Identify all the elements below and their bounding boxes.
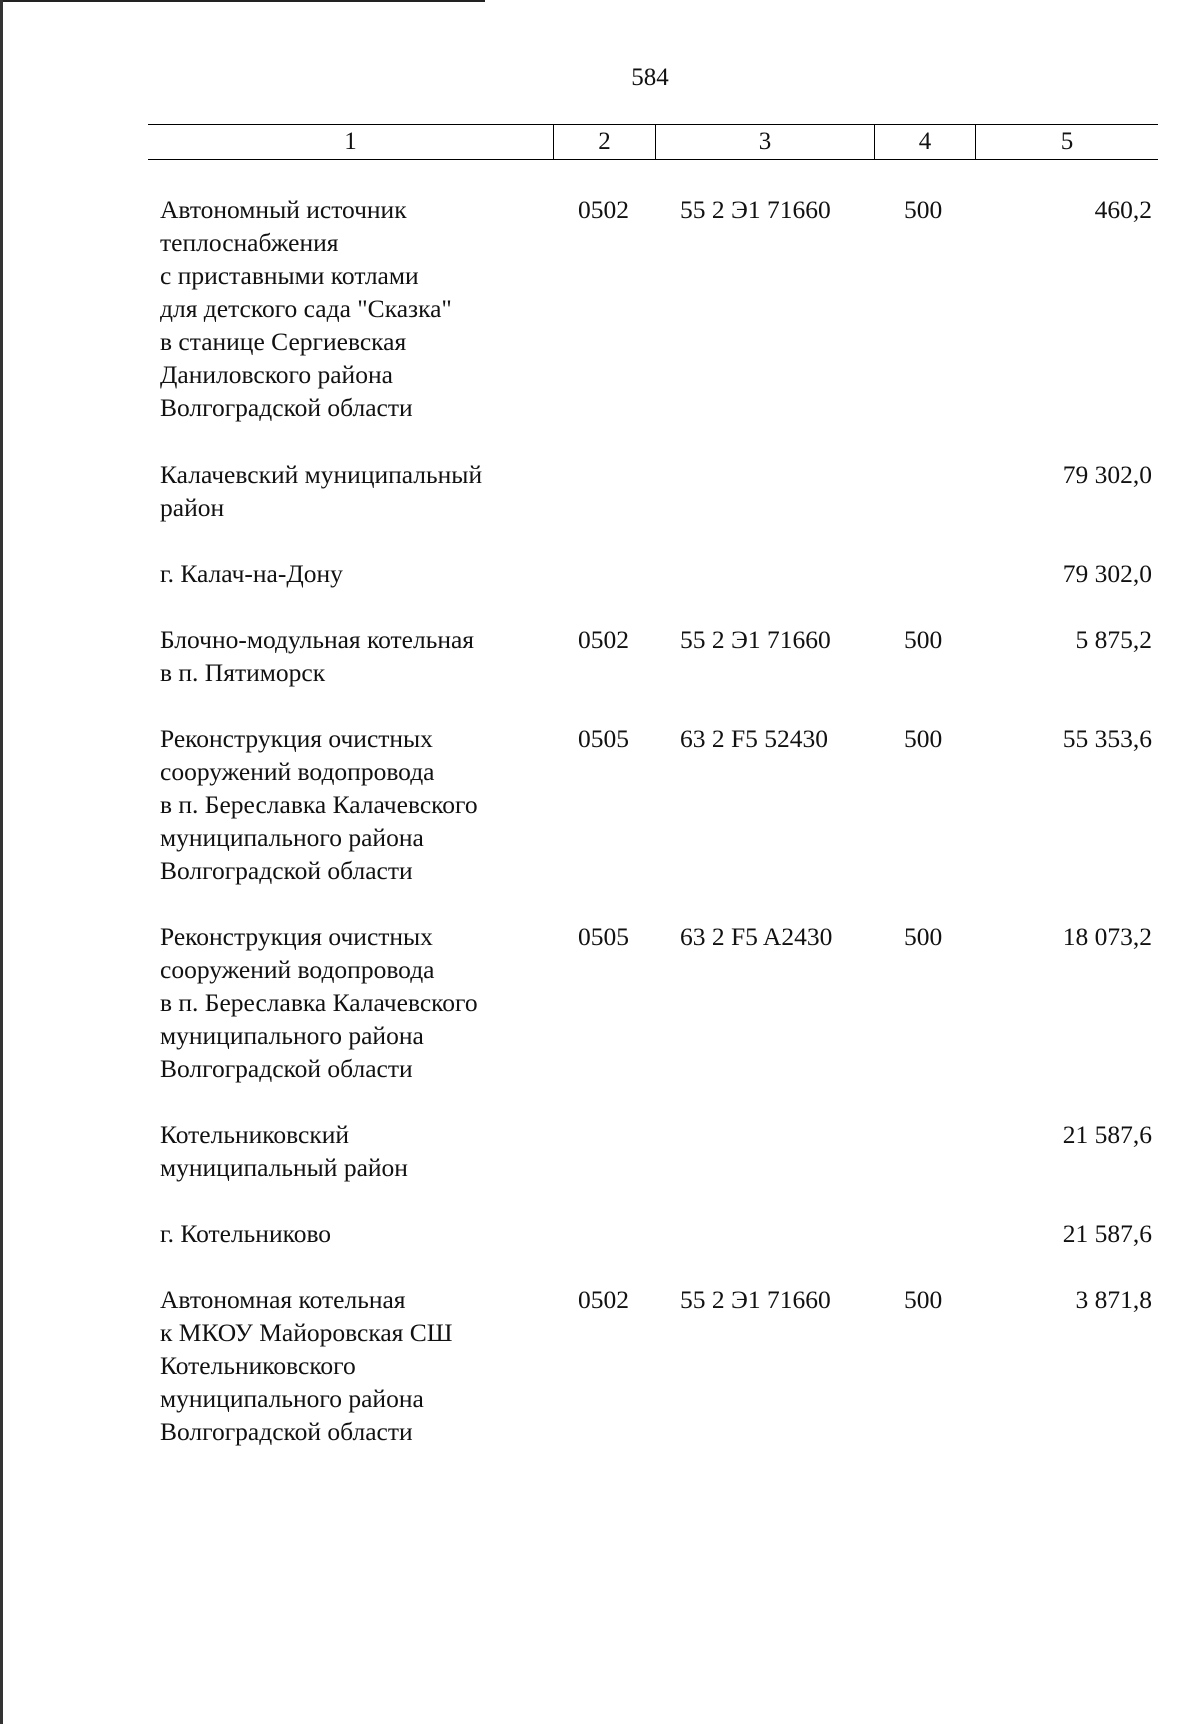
table-header bbox=[148, 124, 1158, 160]
row-type-code: 500 bbox=[904, 922, 943, 951]
row-amount: 55 353,6 bbox=[1062, 724, 1152, 753]
row-target-code: 63 2 F5 A2430 bbox=[680, 922, 833, 951]
row-target-code: 55 2 Э1 71660 bbox=[680, 1285, 831, 1314]
row-target-code: 63 2 F5 52430 bbox=[680, 724, 829, 753]
row-type-code: 500 bbox=[904, 195, 943, 224]
row-name: Автономный источник теплоснабжения с приставными котлами для детского сада "Сказка" в станице Сергиевская Даниловского района Волгоградской области bbox=[160, 195, 452, 422]
row-amount: 21 587,6 bbox=[1062, 1219, 1152, 1248]
row-name: Котельниковский муниципальный район bbox=[160, 1120, 408, 1182]
row-target-code: 55 2 Э1 71660 bbox=[680, 195, 831, 224]
row-section: 0502 bbox=[578, 625, 629, 654]
row-type-code: 500 bbox=[904, 625, 943, 654]
row-section: 0502 bbox=[578, 1285, 629, 1314]
row-amount: 21 587,6 bbox=[1062, 1120, 1152, 1149]
row-section: 0505 bbox=[578, 922, 629, 951]
row-name: Реконструкция очистных сооружений водопровода в п. Береславка Калачевского муниципального района Волгоградской области bbox=[160, 922, 478, 1083]
row-amount: 3 871,8 bbox=[1075, 1285, 1152, 1314]
header-col-1: 1 bbox=[148, 125, 554, 159]
row-type-code: 500 bbox=[904, 1285, 943, 1314]
scan-edge-left bbox=[0, 0, 3, 1724]
header-col-4: 4 bbox=[875, 125, 976, 159]
row-name: Реконструкция очистных сооружений водопровода в п. Береславка Калачевского муниципального района Волгоградской области bbox=[160, 724, 478, 885]
row-name: г. Котельниково bbox=[160, 1219, 332, 1248]
row-name: Блочно-модульная котельная в п. Пятиморск bbox=[160, 625, 475, 687]
row-type-code: 500 bbox=[904, 724, 943, 753]
header-col-5: 5 bbox=[1060, 128, 1074, 155]
row-section: 0505 bbox=[578, 724, 629, 753]
page-number: 584 bbox=[631, 64, 669, 91]
row-name: Калачевский муниципальный район bbox=[160, 460, 483, 522]
row-amount: 18 073,2 bbox=[1062, 922, 1152, 951]
header-col-3: 3 bbox=[656, 125, 875, 159]
row-name: Автономная котельная к МКОУ Майоровская СШ Котельниковского муниципального района Волгоградской области bbox=[160, 1285, 453, 1446]
row-amount: 79 302,0 bbox=[1062, 460, 1152, 489]
row-name: г. Калач-на-Дону bbox=[160, 559, 343, 588]
row-target-code: 55 2 Э1 71660 bbox=[680, 625, 831, 654]
row-amount: 460,2 bbox=[1094, 195, 1152, 224]
scan-edge-top bbox=[0, 0, 485, 2]
row-amount: 79 302,0 bbox=[1062, 559, 1152, 588]
row-section: 0502 bbox=[578, 195, 629, 224]
header-col-2: 2 bbox=[554, 125, 656, 159]
row-amount: 5 875,2 bbox=[1075, 625, 1152, 654]
